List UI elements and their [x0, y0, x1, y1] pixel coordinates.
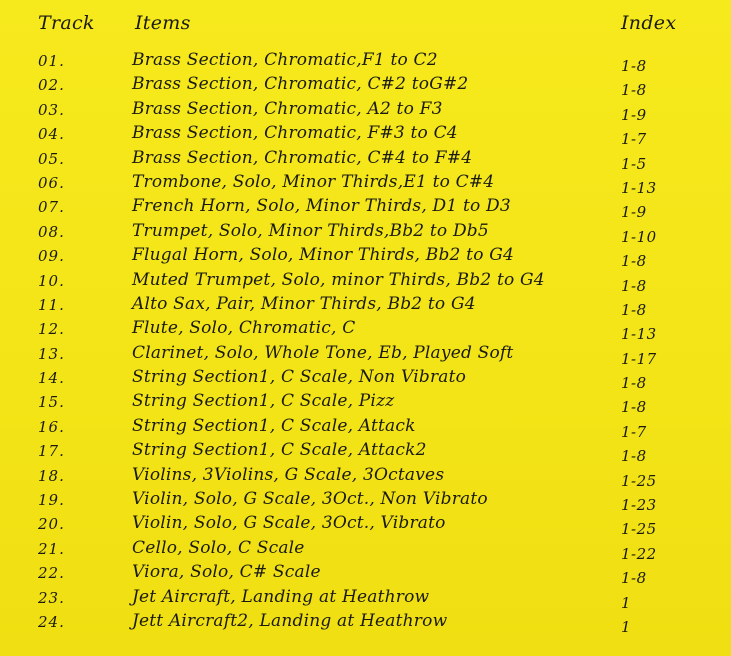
track-item: Violin, Solo, G Scale, 3Oct., Non Vibrato: [132, 489, 488, 510]
track-index: 1-8: [621, 447, 647, 466]
track-row: [0, 562, 731, 586]
track-index: 1-8: [621, 300, 647, 319]
track-item: Viora, Solo, C# Scale: [132, 562, 321, 583]
track-index: 1-5: [621, 154, 647, 173]
track-index: 1-8: [621, 374, 647, 393]
track-row: [0, 611, 731, 635]
track-row: [0, 294, 731, 318]
track-item: Violin, Solo, G Scale, 3Oct., Vibrato: [132, 513, 446, 534]
track-index: 1-9: [621, 105, 647, 124]
track-index: 1-7: [621, 130, 647, 149]
track-index: 1-22: [621, 544, 657, 563]
track-index: 1-13: [621, 325, 657, 344]
track-item: Brass Section, Chromatic,F1 to C2: [132, 50, 438, 70]
track-row: [0, 196, 731, 220]
track-index: 1-10: [621, 227, 657, 246]
track-number: 06.: [38, 173, 65, 192]
track-index: 1-17: [621, 349, 657, 368]
track-number: 21.: [38, 539, 65, 558]
track-row: [0, 74, 731, 98]
track-item: Brass Section, Chromatic, F#3 to C4: [132, 123, 458, 144]
track-item: Flugal Horn, Solo, Minor Thirds, Bb2 to G4: [132, 245, 515, 266]
track-number: 20.: [38, 515, 65, 534]
header-index: Index: [621, 12, 677, 34]
track-row: [0, 343, 731, 367]
track-index: 1: [621, 593, 632, 612]
track-item: Brass Section, Chromatic, A2 to F3: [132, 98, 443, 119]
header-items: Items: [135, 12, 191, 34]
track-index: 1-8: [621, 81, 647, 100]
track-row: [0, 513, 731, 537]
track-item: Violins, 3Violins, G Scale, 3Octaves: [132, 464, 445, 485]
track-row: [0, 538, 731, 562]
track-item: Trumpet, Solo, Minor Thirds,Bb2 to Db5: [132, 220, 489, 241]
track-number: 12.: [38, 320, 65, 339]
track-index: 1-8: [621, 276, 647, 295]
track-item: String Section1, C Scale, Non Vibrato: [132, 367, 467, 388]
track-item: Trombone, Solo, Minor Thirds,E1 to C#4: [132, 171, 495, 192]
track-item: Jet Aircraft, Landing at Heathrow: [132, 586, 430, 607]
track-index: 1: [621, 617, 632, 636]
track-index: 1-8: [621, 57, 647, 75]
track-index: 1-8: [621, 252, 647, 271]
track-row: [0, 391, 731, 415]
track-number: 01.: [38, 52, 65, 70]
track-row: [0, 367, 731, 391]
track-index: 1-25: [621, 471, 657, 490]
track-number: 18.: [38, 466, 65, 485]
track-item: String Section1, C Scale, Pizz: [132, 391, 395, 412]
track-row: [0, 172, 731, 196]
track-item: String Section1, C Scale, Attack2: [132, 440, 427, 461]
track-row: [0, 50, 731, 74]
track-item: String Section1, C Scale, Attack: [132, 415, 416, 436]
track-row: [0, 270, 731, 294]
track-row: [0, 587, 731, 611]
track-number: 05.: [38, 149, 65, 168]
track-number: 16.: [38, 417, 65, 436]
track-item: Muted Trumpet, Solo, minor Thirds, Bb2 to G4: [132, 269, 545, 290]
track-item: Clarinet, Solo, Whole Tone, Eb, Played Soft: [132, 342, 514, 363]
track-item: Flute, Solo, Chromatic, C: [132, 318, 356, 339]
track-row: [0, 123, 731, 147]
track-number: 09.: [38, 247, 65, 266]
track-item: French Horn, Solo, Minor Thirds, D1 to D3: [132, 196, 511, 217]
track-number: 15.: [38, 393, 65, 412]
track-number: 08.: [38, 222, 65, 241]
track-number: 14.: [38, 369, 65, 388]
track-index: 1-23: [621, 496, 657, 515]
track-row: [0, 465, 731, 489]
track-row: [0, 245, 731, 269]
track-index: 1-8: [621, 398, 647, 417]
track-index: 1-8: [621, 569, 647, 588]
track-number: 23.: [38, 588, 65, 607]
track-row: [0, 99, 731, 123]
track-number: 04.: [38, 125, 65, 144]
track-number: 11.: [38, 295, 65, 314]
track-number: 24.: [38, 612, 65, 631]
track-number: 10.: [38, 271, 65, 290]
track-index: 1-7: [621, 422, 647, 441]
track-number: 22.: [38, 564, 65, 583]
track-index: 1-9: [621, 203, 647, 222]
track-number: 07.: [38, 198, 65, 217]
track-row: [0, 221, 731, 245]
track-number: 02.: [38, 76, 65, 95]
track-row: [0, 489, 731, 513]
track-row: [0, 318, 731, 342]
track-number: 13.: [38, 344, 65, 363]
track-number: 19.: [38, 491, 65, 510]
track-number: 17.: [38, 442, 65, 461]
track-item: Jett Aircraft2, Landing at Heathrow: [132, 610, 448, 631]
track-item: Brass Section, Chromatic, C#2 toG#2: [132, 74, 469, 95]
track-item: Cello, Solo, C Scale: [132, 537, 305, 558]
header-track: Track: [38, 12, 95, 34]
track-number: 03.: [38, 100, 65, 119]
track-index: 1-13: [621, 178, 657, 197]
track-row: [0, 416, 731, 440]
track-list: [0, 50, 731, 635]
track-item: Alto Sax, Pair, Minor Thirds, Bb2 to G4: [132, 293, 476, 314]
track-item: Brass Section, Chromatic, C#4 to F#4: [132, 147, 473, 168]
track-row: [0, 148, 731, 172]
track-row: [0, 440, 731, 464]
track-index: 1-25: [621, 520, 657, 539]
